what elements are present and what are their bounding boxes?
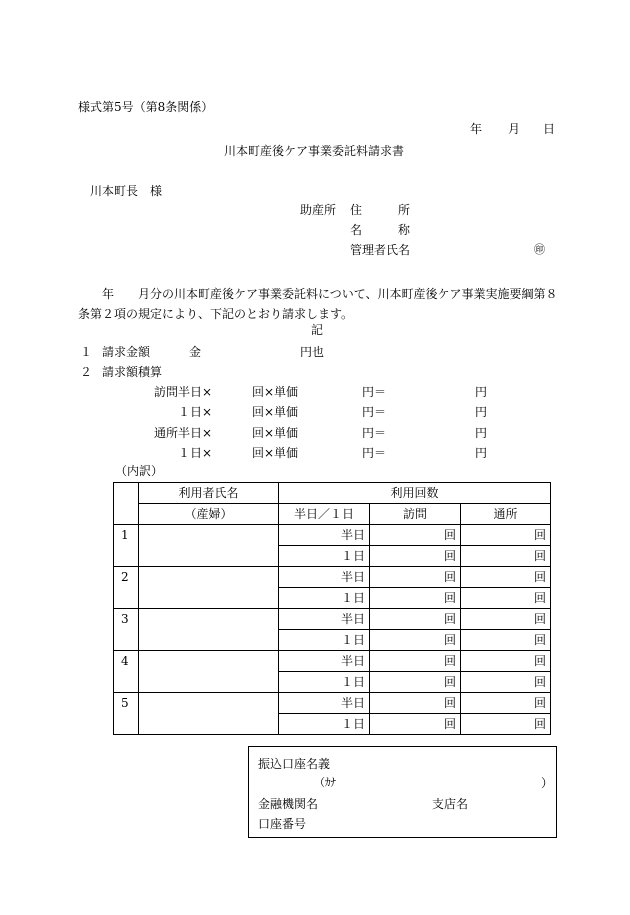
- item-number-1: １: [80, 345, 93, 359]
- half-day-label: 半日: [279, 693, 370, 714]
- visit-count-cell[interactable]: 回: [370, 588, 461, 609]
- calc-yen-total: 円: [475, 446, 488, 460]
- request-body-text: 年 月分の川本町産後ケア事業委託料について、川本町産後ケア事業実施要綱第８条第２項の規定により、下記のとおり請求します。: [78, 287, 558, 321]
- visit-count-cell[interactable]: 回: [370, 714, 461, 735]
- kana-open-label: （ｶﾅ: [314, 776, 336, 789]
- calc-label: 訪問半日×: [153, 385, 212, 399]
- full-day-label: １日: [279, 588, 370, 609]
- header-half-full-day: 半日／１日: [279, 504, 370, 525]
- daycare-count-cell[interactable]: 回: [461, 672, 551, 693]
- daycare-count-cell[interactable]: 回: [461, 567, 551, 588]
- row-number: 3: [114, 609, 139, 651]
- calc-label: １日×: [177, 446, 212, 460]
- office-label: 助産所: [300, 203, 337, 217]
- table-row: [114, 609, 551, 630]
- document-title: 川本町産後ケア事業委託料請求書: [224, 144, 405, 158]
- calc-row-daycare-half: [0, 427, 630, 441]
- kana-close-label: ）: [541, 776, 554, 790]
- full-day-label: １日: [279, 630, 370, 651]
- calc-times-unit: 回×単価: [252, 385, 299, 399]
- seal-mark: ㊞: [534, 243, 545, 256]
- name-label: 名 称: [350, 223, 411, 237]
- breakdown-table: [113, 482, 551, 735]
- header-daycare: 通所: [461, 504, 551, 525]
- daycare-count-cell[interactable]: 回: [461, 651, 551, 672]
- date-day-label: 日: [543, 122, 556, 136]
- daycare-count-cell[interactable]: 回: [461, 525, 551, 546]
- item-number-2: ２: [80, 365, 93, 379]
- yen-nari-label: 円也: [300, 345, 325, 359]
- bank-account-box: [248, 746, 557, 838]
- visit-count-cell[interactable]: 回: [370, 609, 461, 630]
- calc-yen-equals: 円＝: [362, 446, 387, 460]
- calc-times-unit: 回×単価: [252, 405, 299, 419]
- branch-name-label: 支店名: [432, 797, 469, 811]
- visit-count-cell[interactable]: 回: [370, 525, 461, 546]
- table-row: [114, 567, 551, 588]
- calc-yen-equals: 円＝: [362, 385, 387, 399]
- calc-row-visit-half: [0, 386, 630, 400]
- header-usage-count: 利用回数: [279, 483, 551, 504]
- daycare-count-cell[interactable]: 回: [461, 609, 551, 630]
- addressee: 川本町長 様: [90, 184, 163, 198]
- row-number: 1: [114, 525, 139, 567]
- bank-name-label: 金融機関名: [258, 797, 319, 811]
- daycare-count-cell[interactable]: 回: [461, 693, 551, 714]
- calc-yen-total: 円: [475, 385, 488, 399]
- half-day-label: 半日: [279, 525, 370, 546]
- ki-heading: 記: [311, 323, 324, 337]
- calc-label: １日×: [177, 405, 212, 419]
- visit-count-cell[interactable]: 回: [370, 546, 461, 567]
- date-year-label: 年: [470, 122, 483, 136]
- user-name-field[interactable]: [139, 693, 279, 735]
- calc-row-daycare-full: [0, 447, 630, 461]
- calc-yen-equals: 円＝: [362, 426, 387, 440]
- daycare-count-cell[interactable]: 回: [461, 630, 551, 651]
- full-day-label: １日: [279, 714, 370, 735]
- header-visit: 訪問: [370, 504, 461, 525]
- calc-times-unit: 回×単価: [252, 446, 299, 460]
- user-name-field[interactable]: [139, 651, 279, 693]
- table-row: [114, 651, 551, 672]
- calc-times-unit: 回×単価: [252, 426, 299, 440]
- row-number: 5: [114, 693, 139, 735]
- date-month-label: 月: [508, 122, 521, 136]
- half-day-label: 半日: [279, 651, 370, 672]
- daycare-count-cell[interactable]: 回: [461, 588, 551, 609]
- account-holder-label: 振込口座名義: [258, 757, 331, 771]
- header-number-cell: [114, 483, 139, 525]
- header-user-name: 利用者氏名: [139, 483, 279, 504]
- account-number-label: 口座番号: [258, 817, 307, 831]
- visit-count-cell[interactable]: 回: [370, 651, 461, 672]
- full-day-label: １日: [279, 672, 370, 693]
- half-day-label: 半日: [279, 609, 370, 630]
- calc-yen-equals: 円＝: [362, 405, 387, 419]
- row-number: 4: [114, 651, 139, 693]
- daycare-count-cell[interactable]: 回: [461, 714, 551, 735]
- visit-count-cell[interactable]: 回: [370, 693, 461, 714]
- user-name-field[interactable]: [139, 609, 279, 651]
- daycare-count-cell[interactable]: 回: [461, 546, 551, 567]
- calc-label: 通所半日×: [153, 426, 212, 440]
- calc-row-visit-full: [0, 406, 630, 420]
- kin-label: 金: [189, 345, 202, 359]
- form-number: 様式第5号（第8条関係）: [78, 100, 214, 114]
- header-user-subtitle: （産婦）: [139, 504, 279, 525]
- breakdown-label: （内訳）: [115, 464, 164, 478]
- visit-count-cell[interactable]: 回: [370, 630, 461, 651]
- manager-name-label: 管理者氏名: [350, 243, 411, 257]
- visit-count-cell[interactable]: 回: [370, 567, 461, 588]
- calc-yen-total: 円: [475, 426, 488, 440]
- requested-amount-label: 請求金額: [102, 345, 151, 359]
- half-day-label: 半日: [279, 567, 370, 588]
- row-number: 2: [114, 567, 139, 609]
- table-row: [114, 525, 551, 546]
- full-day-label: １日: [279, 546, 370, 567]
- calc-yen-total: 円: [475, 405, 488, 419]
- address-label: 住 所: [350, 203, 411, 217]
- user-name-field[interactable]: [139, 525, 279, 567]
- user-name-field[interactable]: [139, 567, 279, 609]
- visit-count-cell[interactable]: 回: [370, 672, 461, 693]
- calculation-label: 請求額積算: [102, 365, 163, 379]
- table-row: [114, 693, 551, 714]
